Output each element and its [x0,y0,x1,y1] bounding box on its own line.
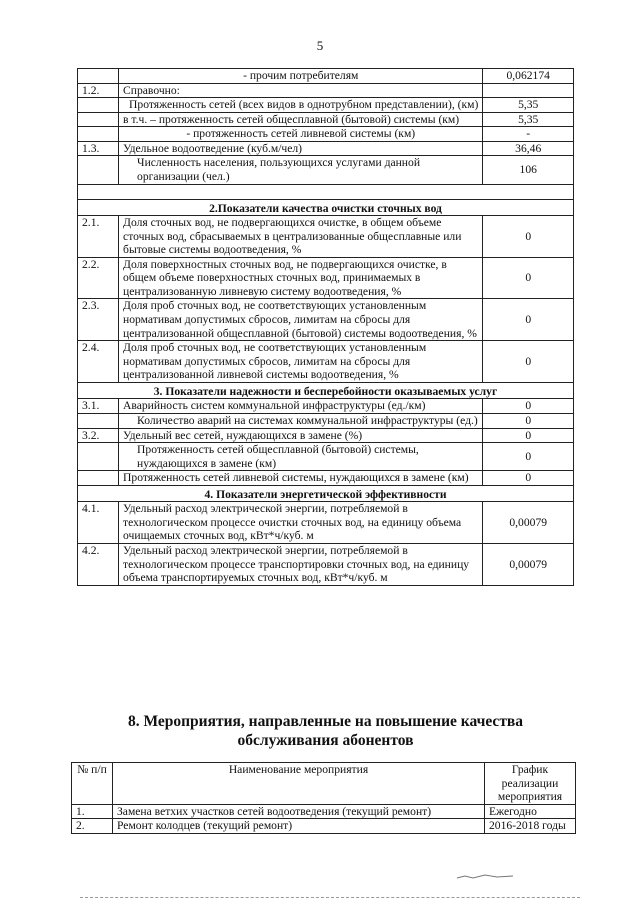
row-name: Доля сточных вод, не подвергающихся очистке, в общем объеме сточных вод, сбрасываемых в централизованные общесплавные или бытовые системы водоотведения, % [119,216,483,258]
row-name: Протяженность сетей ливневой системы, нуждающихся в замене (км) [119,471,483,486]
row-number [78,127,119,142]
row-number: 2.2. [78,257,119,299]
row-name: Удельный вес сетей, нуждающихся в замене (%) [119,428,483,443]
section-row [78,485,574,502]
table-row [78,156,574,184]
row-number [78,471,119,486]
row-value: 0,00079 [483,502,574,544]
row-number: 2.4. [78,341,119,383]
row-value: 0 [483,471,574,486]
table-row [78,184,574,199]
table-row [78,299,574,341]
table-row [78,98,574,113]
pen-mark [455,872,515,882]
section-heading: 8. Мероприятия, направленные на повышение качества обслуживания абонентов [127,713,524,750]
table-row [78,216,574,258]
row-name: Количество аварий на системах коммунальной инфраструктуры (ед.) [119,413,483,428]
row-value: 5,35 [483,98,574,113]
row-number: 3.2. [78,428,119,443]
row-value: 0 [483,299,574,341]
indicators-table [77,68,574,586]
row-value: 36,46 [483,141,574,156]
row-number: 3.1. [78,399,119,414]
row-number [78,443,119,471]
section-title: 3. Показатели надежности и бесперебойности оказываемых услуг [78,382,574,399]
row-name: в т.ч. – протяженность сетей общесплавной (бытовой) системы (км) [119,112,483,127]
table-row [78,341,574,383]
table-row [78,471,574,486]
page-number: 5 [316,38,324,53]
row-value: 0,062174 [483,69,574,84]
row-name: Удельный расход электрической энергии, потребляемой в технологическом процессе очистки сточных вод, на единицу объема очищаемых сточных вод, кВт*ч/куб. м [119,502,483,544]
table-row [78,83,574,98]
row-number: 4.2. [78,544,119,586]
row-name: Протяженность сетей общесплавной (бытовой) системы, нуждающихся в замене (км) [119,443,483,471]
row-name: Протяженность сетей (всех видов в однотрубном представлении), (км) [119,98,483,113]
page-bottom-divider [80,897,580,899]
table-row [78,544,574,586]
section-row [78,199,574,216]
header-number: № п/п [72,763,113,805]
table-header-row [72,763,576,805]
row-number: 2.1. [78,216,119,258]
row-name: Ремонт колодцев (текущий ремонт) [113,819,485,834]
row-value: 0 [483,443,574,471]
table-row [72,819,576,834]
row-schedule: 2016-2018 годы [485,819,576,834]
row-name: Справочно: [119,83,483,98]
row-value: 0 [483,428,574,443]
table-row [78,502,574,544]
row-value [483,83,574,98]
table-row [78,413,574,428]
row-value: 0 [483,216,574,258]
row-name: Численность населения, пользующихся услугами данной организации (чел.) [119,156,483,184]
row-number: 1.3. [78,141,119,156]
row-number: 1. [72,804,113,819]
header-schedule: График реализации мероприятия [485,763,576,805]
row-value: 0,00079 [483,544,574,586]
measures-table [71,762,576,834]
table-row [78,141,574,156]
row-name: - протяженность сетей ливневой системы (км) [119,127,483,142]
table-row [78,399,574,414]
row-number: 2.3. [78,299,119,341]
row-number: 4.1. [78,502,119,544]
row-value: 5,35 [483,112,574,127]
row-value: 0 [483,257,574,299]
table-row [78,257,574,299]
row-name: Доля поверхностных сточных вод, не подвергающихся очистке, в общем объеме поверхностных сточных вод, принимаемых в централизованную ливневую систему водоотведения, % [119,257,483,299]
table-row [78,69,574,84]
section-row [78,382,574,399]
row-name: Доля проб сточных вод, не соответствующих установленным нормативам допустимых сбросов, лимитам на сбросы для централизованной ливневой системы водоотведения, % [119,341,483,383]
row-number: 1.2. [78,83,119,98]
row-value: 106 [483,156,574,184]
section-title: 2.Показатели качества очистки сточных вод [78,199,574,216]
row-name: Доля проб сточных вод, не соответствующих установленным нормативам допустимых сбросов, лимитам на сбросы для централизованной общесплавной (бытовой) системы водоотведения, % [119,299,483,341]
row-number [78,98,119,113]
row-value: 0 [483,341,574,383]
row-value: 0 [483,413,574,428]
row-name: Удельный расход электрической энергии, потребляемой в технологическом процессе транспортировки сточных вод, на единицу объема транспортируемых сточных вод, кВт*ч/куб. м [119,544,483,586]
empty-cell [78,184,574,199]
row-number [78,156,119,184]
table-row [78,127,574,142]
header-name: Наименование мероприятия [113,763,485,805]
row-name: Аварийность систем коммунальной инфраструктуры (ед./км) [119,399,483,414]
row-number: 2. [72,819,113,834]
table-row [72,804,576,819]
row-name: - прочим потребителям [119,69,483,84]
row-number [78,112,119,127]
row-number [78,413,119,428]
table-row [78,443,574,471]
table-row [78,428,574,443]
row-name: Замена ветхих участков сетей водоотведения (текущий ремонт) [113,804,485,819]
table-row [78,112,574,127]
row-value: - [483,127,574,142]
row-name: Удельное водоотведение (куб.м/чел) [119,141,483,156]
row-schedule: Ежегодно [485,804,576,819]
row-value: 0 [483,399,574,414]
section-title: 4. Показатели энергетической эффективности [78,485,574,502]
row-number [78,69,119,84]
